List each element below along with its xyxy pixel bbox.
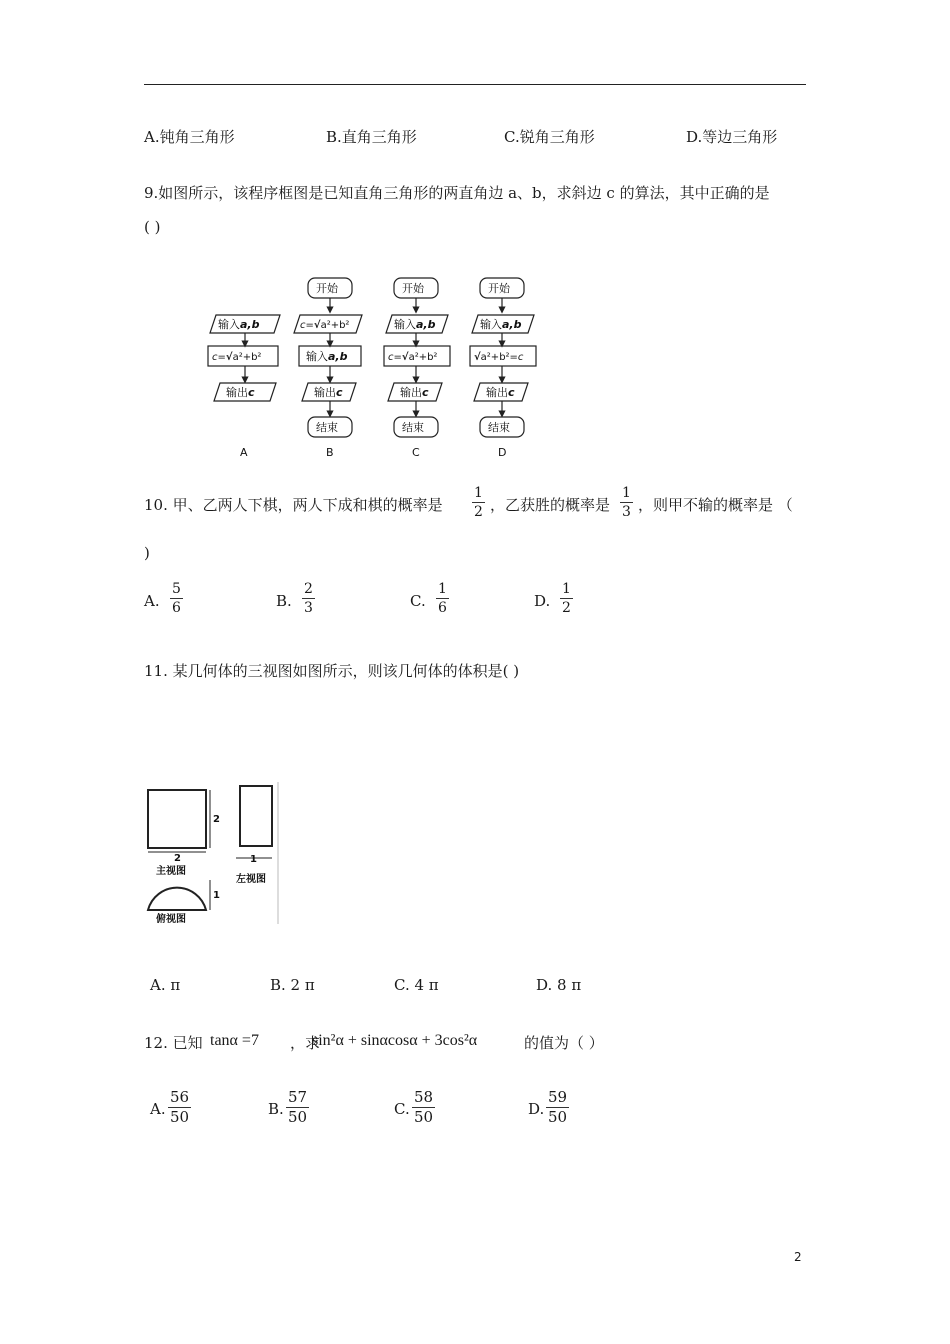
q8-option-c: C.锐角三角形 — [504, 128, 595, 146]
flow-c-input-vars: a,b — [416, 318, 436, 331]
q10-option-c-label: C. — [410, 592, 426, 610]
top-height-label: 1 — [213, 890, 220, 901]
svg-text:c=√a²+b²: c=√a²+b² — [300, 320, 350, 331]
svg-text:输出c — [226, 385, 255, 399]
front-width-label: 2 — [174, 853, 181, 864]
top-view-semicircle — [148, 888, 206, 910]
q10-f2-den: 3 — [622, 504, 631, 520]
q10-option-d-label: D. — [534, 592, 551, 610]
flow-a-input-vars: a,b — [240, 318, 260, 331]
svg-text:输出c — [400, 385, 429, 399]
flow-d-radicand: a²+b² — [480, 352, 510, 363]
front-view-square — [148, 790, 206, 848]
q12-tan-expr: tanα =7 — [210, 1032, 259, 1049]
flow-c-start: 开始 — [402, 282, 424, 295]
q11-question-text: 11. 某几何体的三视图如图所示，则该几何体的体积是( ) — [144, 662, 520, 680]
q10-option-b-frac: 2 3 — [304, 581, 313, 616]
q9-flowcharts — [190, 270, 570, 465]
flow-b-assign: c= — [300, 320, 314, 331]
q8-option-b: B.直角三角形 — [326, 128, 417, 146]
flowchart-label-a: A — [240, 446, 248, 459]
flow-a-output-var: c — [248, 386, 255, 399]
q10-text-b: ，乙获胜的概率是 — [490, 496, 611, 514]
svg-text:输入a,b — [306, 349, 348, 363]
q12-option-a-frac: 56 50 — [170, 1088, 190, 1126]
flow-b-input-vars: a,b — [328, 350, 348, 363]
q12-option-b-frac: 57 50 — [288, 1088, 308, 1126]
svg-text:输入a,b — [480, 317, 522, 331]
flow-c-assign: c= — [388, 352, 402, 363]
q10-option-a-label: A. — [144, 592, 160, 610]
top-view-label: 俯视图 — [156, 914, 186, 925]
flowchart-label-d: D — [498, 446, 507, 459]
flow-c-input-text: 输入 — [394, 318, 416, 331]
svg-text:c=√a²+b²: c=√a²+b² — [388, 352, 438, 363]
flow-b-radicand: a²+b² — [320, 320, 350, 331]
flow-c-output-var: c — [422, 386, 429, 399]
q9-question-text: 9.如图所示，该程序框图是已知直角三角形的两直角边 a、b，求斜边 c 的算法，其中正确的是 — [144, 184, 770, 202]
flow-d-start: 开始 — [488, 282, 510, 295]
q12-option-c-label: C. — [394, 1100, 410, 1118]
front-height-label: 2 — [213, 814, 220, 825]
q11-option-b: B. 2 π — [270, 976, 315, 994]
q10-option-c-frac: 1 6 — [438, 581, 447, 616]
q8-option-d: D.等边三角形 — [686, 128, 778, 146]
flow-d-end: 结束 — [488, 421, 510, 434]
q12-option-b-label: B. — [268, 1100, 284, 1118]
q12-option-d-label: D. — [528, 1100, 545, 1118]
flow-a-input-text: 输入 — [218, 318, 240, 331]
flowchart-label-c: C — [412, 446, 420, 459]
q12-expression: sin²α + sinαcosα + 3cos²α — [312, 1032, 478, 1049]
q10-fraction-draw — [472, 486, 485, 519]
q11-three-views — [140, 782, 285, 927]
q10-text-a: 10. 甲、乙两人下棋，两人下成和棋的概率是 — [144, 496, 443, 514]
q8-option-a: A.钝角三角形 — [144, 128, 235, 146]
side-view-rect — [240, 786, 272, 846]
flow-b-input-text: 输入 — [306, 350, 328, 363]
svg-text:输出c — [486, 385, 515, 399]
q10-f2-num: 1 — [622, 485, 631, 501]
side-view-label: 左视图 — [236, 874, 266, 885]
flow-d-assign: =c — [509, 352, 524, 363]
q10-f1-den: 2 — [474, 504, 483, 520]
flow-a-radicand: a²+b² — [232, 352, 262, 363]
q11-option-c: C. 4 π — [394, 976, 439, 994]
page-number: 2 — [794, 1250, 802, 1264]
q12-text-a: 12. 已知 — [144, 1034, 203, 1052]
svg-text:输出c — [314, 385, 343, 399]
flow-b-output-var: c — [336, 386, 343, 399]
flow-a-output: 输出 — [226, 386, 248, 399]
svg-text:c=√a²+b²: c=√a²+b² — [212, 352, 262, 363]
q12-option-d-frac: 59 50 — [548, 1088, 568, 1126]
flow-c-end: 结束 — [402, 421, 424, 434]
header-rule — [144, 84, 806, 85]
q10-fraction-win — [620, 486, 633, 519]
svg-text:输入a,b — [394, 317, 436, 331]
q10-option-d-frac: 1 2 — [562, 581, 571, 616]
q10-option-b-label: B. — [276, 592, 292, 610]
q10-f1-num: 1 — [474, 485, 483, 501]
q11-option-a: A. π — [150, 976, 181, 994]
q12-text-b: ，求 — [290, 1034, 321, 1052]
flow-b-output: 输出 — [314, 386, 336, 399]
flow-d-output-var: c — [508, 386, 515, 399]
flow-b-end: 结束 — [316, 421, 338, 434]
q10-paren-close: ) — [144, 544, 150, 562]
side-width-label: 1 — [250, 854, 257, 865]
flow-d-output: 输出 — [486, 386, 508, 399]
flow-d-input-text: 输入 — [480, 318, 502, 331]
q9-answer-paren: ( ) — [144, 218, 161, 236]
front-view-label: 主视图 — [156, 866, 186, 877]
flow-d-input-vars: a,b — [502, 318, 522, 331]
flowchart-label-b: B — [326, 446, 334, 459]
q10-text-c: ，则甲不输的概率是 （ — [638, 496, 793, 514]
svg-text:输入a,b — [218, 317, 260, 331]
flow-b-start: 开始 — [316, 282, 338, 295]
svg-text:√a²+b²=c: √a²+b²=c — [474, 352, 524, 363]
q12-text-c: 的值为（ ） — [524, 1034, 604, 1052]
flow-c-output: 输出 — [400, 386, 422, 399]
q12-option-c-frac: 58 50 — [414, 1088, 434, 1126]
flow-c-radicand: a²+b² — [408, 352, 438, 363]
flow-a-assign: c= — [212, 352, 226, 363]
q11-option-d: D. 8 π — [536, 976, 582, 994]
q12-option-a-label: A. — [150, 1100, 166, 1118]
q10-option-a-frac: 5 6 — [172, 581, 181, 616]
